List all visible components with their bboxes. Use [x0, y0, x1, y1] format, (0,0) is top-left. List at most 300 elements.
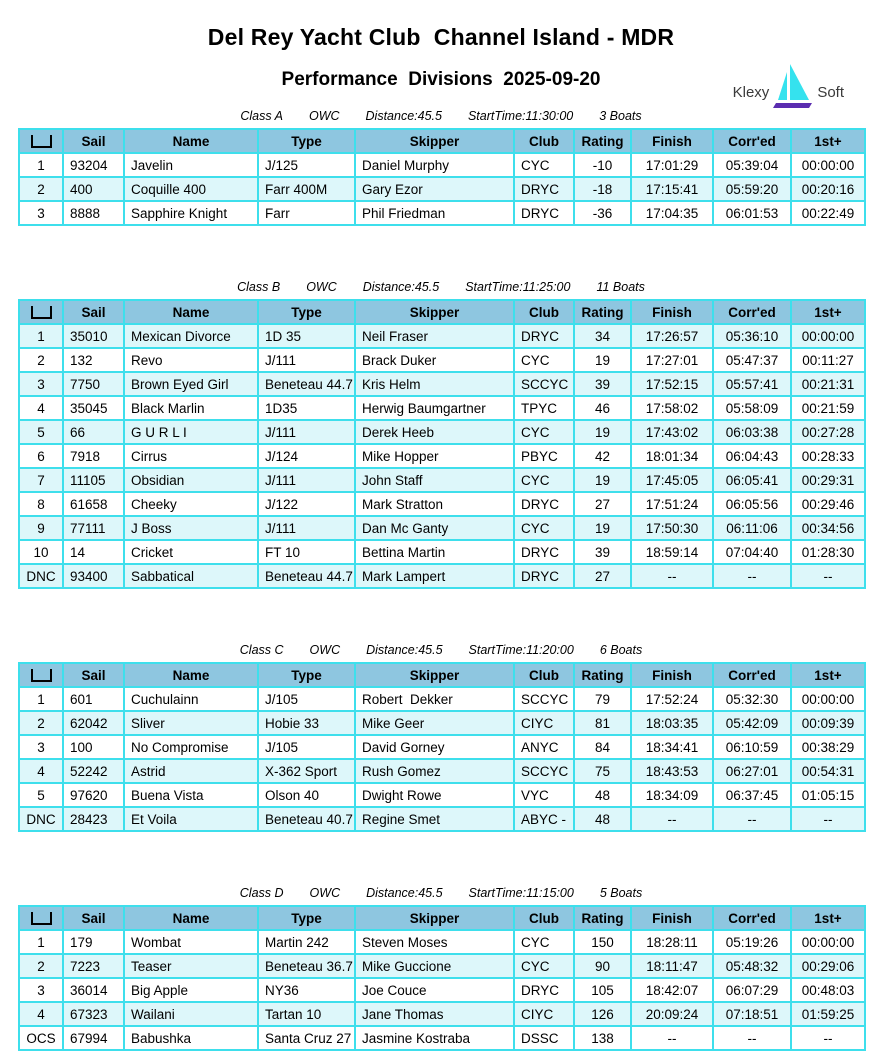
cell-name: No Compromise — [124, 735, 258, 759]
cell-corrected: 06:05:56 — [713, 492, 791, 516]
column-header-name: Name — [124, 663, 258, 687]
cell-rating: 105 — [574, 978, 631, 1002]
class-caption — [0, 643, 882, 657]
cell-place: 5 — [19, 420, 63, 444]
cell-club: TPYC — [514, 396, 574, 420]
cell-rating: 39 — [574, 372, 631, 396]
cell-sail: 28423 — [63, 807, 124, 831]
cell-club: DRYC — [514, 540, 574, 564]
cell-finish: 17:26:57 — [631, 324, 713, 348]
cell-corrected: 06:03:38 — [713, 420, 791, 444]
cell-type: Tartan 10 — [258, 1002, 355, 1026]
cell-rating: -18 — [574, 177, 631, 201]
cell-name: Black Marlin — [124, 396, 258, 420]
caption-part: 11 Boats — [596, 280, 645, 294]
column-header-skipper: Skipper — [355, 300, 514, 324]
cell-place: 1 — [19, 153, 63, 177]
cell-name: Et Voila — [124, 807, 258, 831]
cell-name: Wailani — [124, 1002, 258, 1026]
cell-corrected: 06:07:29 — [713, 978, 791, 1002]
cell-club: SCCYC — [514, 372, 574, 396]
cell-skipper: Mike Hopper — [355, 444, 514, 468]
cell-corrected: 05:59:20 — [713, 177, 791, 201]
cell-sail: 62042 — [63, 711, 124, 735]
cell-sail: 7750 — [63, 372, 124, 396]
column-header-first-plus: 1st+ — [791, 906, 865, 930]
class-section — [0, 280, 882, 589]
cell-first-plus: 00:00:00 — [791, 324, 865, 348]
cell-name: Mexican Divorce — [124, 324, 258, 348]
cell-finish: 18:34:09 — [631, 783, 713, 807]
result-row — [19, 930, 865, 954]
cell-skipper: Herwig Baumgartner — [355, 396, 514, 420]
cell-place: 6 — [19, 444, 63, 468]
cell-place: 8 — [19, 492, 63, 516]
column-header-skipper: Skipper — [355, 129, 514, 153]
cell-first-plus: -- — [791, 807, 865, 831]
cell-first-plus: 00:11:27 — [791, 348, 865, 372]
cell-club: DSSC — [514, 1026, 574, 1050]
logo-text-right: Soft — [817, 84, 844, 101]
cell-rating: 48 — [574, 783, 631, 807]
cell-first-plus: 00:28:33 — [791, 444, 865, 468]
cell-type: Martin 242 — [258, 930, 355, 954]
cell-rating: 27 — [574, 564, 631, 588]
cell-name: Teaser — [124, 954, 258, 978]
cell-finish: 18:34:41 — [631, 735, 713, 759]
caption-part: 5 Boats — [599, 886, 643, 900]
cell-place: 4 — [19, 1002, 63, 1026]
place-box-icon — [31, 135, 52, 148]
cell-sail: 36014 — [63, 978, 124, 1002]
cell-skipper: Joe Couce — [355, 978, 514, 1002]
cell-finish: 17:15:41 — [631, 177, 713, 201]
cell-type: Santa Cruz 27 — [258, 1026, 355, 1050]
cell-corrected: 05:58:09 — [713, 396, 791, 420]
cell-type: X-362 Sport — [258, 759, 355, 783]
caption-part: Class A — [240, 109, 283, 123]
cell-first-plus: -- — [791, 1026, 865, 1050]
cell-corrected: 05:36:10 — [713, 324, 791, 348]
cell-name: Javelin — [124, 153, 258, 177]
cell-name: J Boss — [124, 516, 258, 540]
cell-rating: 34 — [574, 324, 631, 348]
cell-corrected: 05:39:04 — [713, 153, 791, 177]
cell-sail: 179 — [63, 930, 124, 954]
cell-corrected: 05:32:30 — [713, 687, 791, 711]
cell-type: 1D35 — [258, 396, 355, 420]
class-caption — [0, 109, 882, 123]
caption-part: Class D — [239, 886, 284, 900]
cell-rating: 81 — [574, 711, 631, 735]
klexysoft-logo — [733, 58, 844, 110]
cell-skipper: Jane Thomas — [355, 1002, 514, 1026]
cell-type: J/111 — [258, 420, 355, 444]
cell-club: CYC — [514, 930, 574, 954]
cell-place: 4 — [19, 759, 63, 783]
header-row — [19, 129, 865, 153]
caption-part: Class B — [237, 280, 281, 294]
class-caption — [0, 886, 882, 900]
column-header-club: Club — [514, 663, 574, 687]
cell-name: G U R L I — [124, 420, 258, 444]
cell-place: 4 — [19, 396, 63, 420]
header-row — [19, 906, 865, 930]
cell-place: 10 — [19, 540, 63, 564]
result-row — [19, 153, 865, 177]
cell-corrected: 05:48:32 — [713, 954, 791, 978]
cell-sail: 8888 — [63, 201, 124, 225]
cell-type: 1D 35 — [258, 324, 355, 348]
cell-type: Beneteau 40.7 — [258, 807, 355, 831]
cell-name: Brown Eyed Girl — [124, 372, 258, 396]
result-row — [19, 735, 865, 759]
cell-skipper: Dan Mc Ganty — [355, 516, 514, 540]
cell-type: J/124 — [258, 444, 355, 468]
cell-place: DNC — [19, 807, 63, 831]
cell-club: DRYC — [514, 324, 574, 348]
cell-club: CIYC — [514, 711, 574, 735]
column-header-sail: Sail — [63, 906, 124, 930]
cell-type: FT 10 — [258, 540, 355, 564]
caption-part: Distance:45.5 — [366, 643, 443, 657]
cell-rating: -10 — [574, 153, 631, 177]
result-row — [19, 564, 865, 588]
cell-corrected: 05:19:26 — [713, 930, 791, 954]
cell-sail: 61658 — [63, 492, 124, 516]
column-header-corrected: Corr'ed — [713, 906, 791, 930]
cell-corrected: -- — [713, 1026, 791, 1050]
cell-sail: 100 — [63, 735, 124, 759]
cell-sail: 67994 — [63, 1026, 124, 1050]
result-row — [19, 516, 865, 540]
column-header-type: Type — [258, 906, 355, 930]
cell-first-plus: 00:00:00 — [791, 153, 865, 177]
cell-skipper: Robert Dekker — [355, 687, 514, 711]
cell-finish: 17:52:24 — [631, 687, 713, 711]
cell-skipper: Neil Fraser — [355, 324, 514, 348]
column-header-rating: Rating — [574, 300, 631, 324]
cell-first-plus: 01:59:25 — [791, 1002, 865, 1026]
cell-finish: 18:59:14 — [631, 540, 713, 564]
caption-part: 3 Boats — [599, 109, 642, 123]
caption-part: OWC — [306, 280, 337, 294]
cell-rating: 19 — [574, 420, 631, 444]
cell-rating: 79 — [574, 687, 631, 711]
cell-club: SCCYC — [514, 759, 574, 783]
cell-rating: 19 — [574, 468, 631, 492]
cell-finish: 18:11:47 — [631, 954, 713, 978]
cell-first-plus: 00:00:00 — [791, 687, 865, 711]
cell-skipper: David Gorney — [355, 735, 514, 759]
cell-sail: 7223 — [63, 954, 124, 978]
cell-corrected: 06:05:41 — [713, 468, 791, 492]
cell-type: Beneteau 44.7 — [258, 564, 355, 588]
cell-finish: 17:04:35 — [631, 201, 713, 225]
cell-type: Farr 400M — [258, 177, 355, 201]
cell-place: 2 — [19, 711, 63, 735]
cell-sail: 77111 — [63, 516, 124, 540]
cell-type: J/105 — [258, 687, 355, 711]
cell-type: Farr — [258, 201, 355, 225]
column-header-place — [19, 129, 63, 153]
cell-skipper: Mike Guccione — [355, 954, 514, 978]
cell-skipper: Mike Geer — [355, 711, 514, 735]
cell-type: NY36 — [258, 978, 355, 1002]
cell-sail: 14 — [63, 540, 124, 564]
cell-skipper: Steven Moses — [355, 930, 514, 954]
column-header-club: Club — [514, 300, 574, 324]
result-row — [19, 372, 865, 396]
caption-part: 6 Boats — [599, 643, 643, 657]
column-header-club: Club — [514, 906, 574, 930]
result-row — [19, 444, 865, 468]
cell-name: Cirrus — [124, 444, 258, 468]
cell-corrected: 07:18:51 — [713, 1002, 791, 1026]
column-header-name: Name — [124, 129, 258, 153]
cell-name: Sliver — [124, 711, 258, 735]
cell-club: CYC — [514, 153, 574, 177]
result-row — [19, 687, 865, 711]
cell-club: DRYC — [514, 564, 574, 588]
cell-club: CYC — [514, 468, 574, 492]
column-header-place — [19, 906, 63, 930]
caption-part: StartTime:11:15:00 — [468, 886, 574, 900]
cell-finish: 17:43:02 — [631, 420, 713, 444]
cell-club: DRYC — [514, 492, 574, 516]
cell-first-plus: 00:20:16 — [791, 177, 865, 201]
cell-type: J/111 — [258, 348, 355, 372]
column-header-name: Name — [124, 300, 258, 324]
cell-finish: 18:28:11 — [631, 930, 713, 954]
cell-rating: 138 — [574, 1026, 631, 1050]
class-caption — [0, 280, 882, 294]
place-box-icon — [31, 912, 52, 925]
cell-skipper: Mark Stratton — [355, 492, 514, 516]
cell-finish: 20:09:24 — [631, 1002, 713, 1026]
cell-place: 9 — [19, 516, 63, 540]
cell-first-plus: 00:21:31 — [791, 372, 865, 396]
caption-part: OWC — [308, 109, 340, 123]
cell-type: J/111 — [258, 468, 355, 492]
column-header-skipper: Skipper — [355, 663, 514, 687]
sections — [0, 109, 882, 1051]
cell-rating: 90 — [574, 954, 631, 978]
column-header-rating: Rating — [574, 906, 631, 930]
cell-type: Beneteau 44.7 — [258, 372, 355, 396]
cell-finish: 17:51:24 — [631, 492, 713, 516]
cell-skipper: John Staff — [355, 468, 514, 492]
result-row — [19, 759, 865, 783]
column-header-name: Name — [124, 906, 258, 930]
cell-first-plus: 00:34:56 — [791, 516, 865, 540]
cell-skipper: Regine Smet — [355, 807, 514, 831]
cell-skipper: Bettina Martin — [355, 540, 514, 564]
cell-name: Wombat — [124, 930, 258, 954]
cell-first-plus: 00:29:46 — [791, 492, 865, 516]
cell-type: J/105 — [258, 735, 355, 759]
cell-sail: 93204 — [63, 153, 124, 177]
cell-sail: 7918 — [63, 444, 124, 468]
cell-name: Babushka — [124, 1026, 258, 1050]
cell-place: 2 — [19, 348, 63, 372]
result-row — [19, 783, 865, 807]
cell-finish: 18:42:07 — [631, 978, 713, 1002]
cell-finish: -- — [631, 564, 713, 588]
result-row — [19, 1002, 865, 1026]
cell-club: SCCYC — [514, 687, 574, 711]
cell-first-plus: 00:00:00 — [791, 930, 865, 954]
cell-first-plus: 00:29:31 — [791, 468, 865, 492]
cell-club: PBYC — [514, 444, 574, 468]
header-row — [19, 300, 865, 324]
cell-sail: 35045 — [63, 396, 124, 420]
cell-rating: 48 — [574, 807, 631, 831]
cell-corrected: -- — [713, 807, 791, 831]
caption-part: Distance:45.5 — [365, 109, 442, 123]
cell-type: J/122 — [258, 492, 355, 516]
column-header-skipper: Skipper — [355, 906, 514, 930]
cell-rating: 19 — [574, 516, 631, 540]
cell-place: 1 — [19, 930, 63, 954]
cell-rating: 84 — [574, 735, 631, 759]
cell-corrected: 06:10:59 — [713, 735, 791, 759]
column-header-sail: Sail — [63, 663, 124, 687]
result-row — [19, 711, 865, 735]
cell-place: 5 — [19, 783, 63, 807]
cell-skipper: Brack Duker — [355, 348, 514, 372]
caption-part: Class C — [239, 643, 284, 657]
results-table — [18, 662, 866, 832]
cell-finish: 17:45:05 — [631, 468, 713, 492]
cell-place: 3 — [19, 201, 63, 225]
cell-first-plus: 00:27:28 — [791, 420, 865, 444]
header-row — [19, 663, 865, 687]
column-header-sail: Sail — [63, 129, 124, 153]
cell-club: CIYC — [514, 1002, 574, 1026]
cell-corrected: 05:47:37 — [713, 348, 791, 372]
result-row — [19, 348, 865, 372]
cell-finish: 17:52:15 — [631, 372, 713, 396]
cell-place: 2 — [19, 954, 63, 978]
cell-sail: 93400 — [63, 564, 124, 588]
cell-place: 7 — [19, 468, 63, 492]
cell-finish: 17:01:29 — [631, 153, 713, 177]
column-header-place — [19, 300, 63, 324]
column-header-club: Club — [514, 129, 574, 153]
cell-corrected: 06:27:01 — [713, 759, 791, 783]
cell-name: Revo — [124, 348, 258, 372]
cell-name: Cheeky — [124, 492, 258, 516]
cell-place: 3 — [19, 372, 63, 396]
cell-sail: 67323 — [63, 1002, 124, 1026]
results-table — [18, 299, 866, 589]
cell-skipper: Derek Heeb — [355, 420, 514, 444]
cell-sail: 11105 — [63, 468, 124, 492]
column-header-first-plus: 1st+ — [791, 663, 865, 687]
page-title: Del Rey Yacht Club Channel Island - MDR — [207, 24, 675, 50]
cell-first-plus: 00:21:59 — [791, 396, 865, 420]
cell-finish: 17:50:30 — [631, 516, 713, 540]
class-section — [0, 109, 882, 226]
cell-name: Obsidian — [124, 468, 258, 492]
cell-club: VYC — [514, 783, 574, 807]
cell-club: DRYC — [514, 177, 574, 201]
cell-club: DRYC — [514, 978, 574, 1002]
cell-rating: 42 — [574, 444, 631, 468]
cell-corrected: 06:11:06 — [713, 516, 791, 540]
result-row — [19, 492, 865, 516]
caption-part: StartTime:11:20:00 — [468, 643, 574, 657]
result-row — [19, 1026, 865, 1050]
cell-type: J/125 — [258, 153, 355, 177]
cell-club: DRYC — [514, 201, 574, 225]
results-table — [18, 905, 866, 1051]
cell-finish: 18:01:34 — [631, 444, 713, 468]
column-header-finish: Finish — [631, 906, 713, 930]
cell-name: Coquille 400 — [124, 177, 258, 201]
column-header-finish: Finish — [631, 300, 713, 324]
cell-type: Beneteau 36.7 — [258, 954, 355, 978]
column-header-sail: Sail — [63, 300, 124, 324]
cell-finish: 18:43:53 — [631, 759, 713, 783]
cell-corrected: 05:57:41 — [713, 372, 791, 396]
result-row — [19, 177, 865, 201]
caption-part: OWC — [309, 886, 341, 900]
cell-sail: 132 — [63, 348, 124, 372]
result-row — [19, 540, 865, 564]
cell-finish: 17:27:01 — [631, 348, 713, 372]
cell-finish: -- — [631, 807, 713, 831]
result-row — [19, 420, 865, 444]
place-box-icon — [31, 306, 52, 319]
cell-skipper: Mark Lampert — [355, 564, 514, 588]
cell-rating: -36 — [574, 201, 631, 225]
cell-corrected: 06:37:45 — [713, 783, 791, 807]
cell-first-plus: 00:54:31 — [791, 759, 865, 783]
cell-sail: 400 — [63, 177, 124, 201]
cell-place: 3 — [19, 735, 63, 759]
cell-sail: 97620 — [63, 783, 124, 807]
cell-first-plus: 00:38:29 — [791, 735, 865, 759]
cell-skipper: Jasmine Kostraba — [355, 1026, 514, 1050]
cell-first-plus: 00:48:03 — [791, 978, 865, 1002]
logo-text-left: Klexy — [732, 84, 770, 101]
result-row — [19, 978, 865, 1002]
column-header-finish: Finish — [631, 129, 713, 153]
cell-place: 1 — [19, 324, 63, 348]
cell-finish: 17:58:02 — [631, 396, 713, 420]
cell-corrected: 06:01:53 — [713, 201, 791, 225]
cell-club: ANYC — [514, 735, 574, 759]
cell-club: CYC — [514, 420, 574, 444]
cell-club: CYC — [514, 516, 574, 540]
cell-place: OCS — [19, 1026, 63, 1050]
cell-finish: -- — [631, 1026, 713, 1050]
class-section — [0, 643, 882, 832]
cell-name: Astrid — [124, 759, 258, 783]
caption-part: Distance:45.5 — [366, 886, 443, 900]
cell-rating: 39 — [574, 540, 631, 564]
cell-club: CYC — [514, 348, 574, 372]
cell-first-plus: -- — [791, 564, 865, 588]
cell-corrected: 07:04:40 — [713, 540, 791, 564]
place-box-icon — [31, 669, 52, 682]
cell-skipper: Rush Gomez — [355, 759, 514, 783]
results-table — [18, 128, 866, 226]
cell-name: Cuchulainn — [124, 687, 258, 711]
results-page — [0, 24, 882, 1051]
